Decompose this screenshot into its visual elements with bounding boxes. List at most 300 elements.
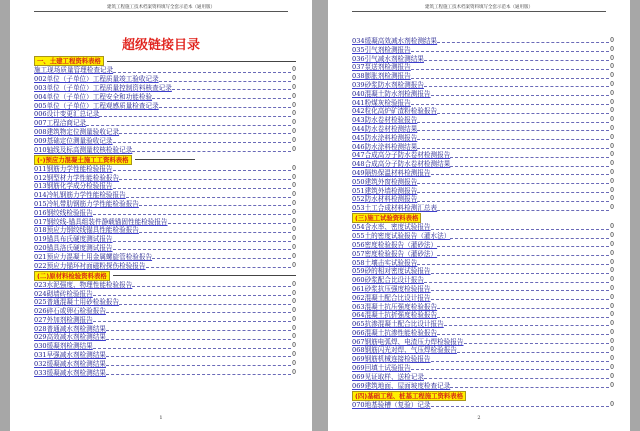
toc-entry-link[interactable]: 057密度检验报告（灌砂法）: [352, 249, 438, 258]
dot-leader: [139, 204, 291, 206]
toc-entry-link[interactable]: 015冷轧带肋钢筋力学性能检验报告: [34, 199, 139, 208]
toc-entry[interactable]: [34, 369, 296, 378]
dot-leader: [172, 88, 291, 90]
toc-list: [352, 37, 614, 410]
dot-leader: [431, 272, 610, 274]
dot-leader: [411, 68, 609, 70]
toc-entry-link[interactable]: 014冷轧钢筋力学性能检验报告: [34, 191, 126, 200]
dot-leader: [431, 298, 610, 300]
section-label: 一、土建工程资料表格: [34, 56, 104, 66]
toc-entry[interactable]: [352, 303, 614, 312]
toc-entry[interactable]: [352, 346, 614, 355]
dot-leader: [106, 373, 291, 375]
dot-leader: [119, 303, 291, 305]
dot-leader: [417, 121, 609, 123]
dot-leader: [106, 311, 291, 313]
toc-entry[interactable]: [352, 46, 614, 55]
toc-entry[interactable]: [352, 294, 614, 303]
dot-leader: [113, 248, 292, 250]
toc-section-heading: [352, 390, 614, 400]
toc-section-heading: [34, 154, 296, 164]
toc-entry[interactable]: [34, 253, 296, 262]
toc-page-number: 0: [610, 302, 614, 310]
document-page-2: [328, 0, 630, 431]
toc-entry[interactable]: [352, 134, 614, 143]
toc-entry-link[interactable]: 010轴线及标高测量校核检验记录: [34, 145, 133, 154]
toc-entry-link[interactable]: 018预应力钢绞线锚具性能检验报告: [34, 226, 139, 235]
toc-page-number: 0: [292, 351, 296, 359]
section-rule: [113, 275, 296, 276]
dot-leader: [431, 360, 610, 362]
toc-entry[interactable]: [352, 107, 614, 116]
toc-entry[interactable]: [352, 178, 614, 187]
toc-entry-link[interactable]: 017钢绞线-锚具组装件静载锚固性能检验报告: [34, 217, 168, 226]
toc-entry[interactable]: [352, 241, 614, 250]
toc-entry-link[interactable]: 038膨胀剂检测报告: [352, 72, 411, 81]
toc-entry-link[interactable]: 056密度检验报告（灌砂法）: [352, 240, 438, 249]
toc-entry-link[interactable]: 053土工合成材料检测汇总表: [352, 204, 438, 213]
dot-leader: [431, 173, 610, 175]
toc-entry-link[interactable]: 069建筑地面、屋面坡度检查记录: [352, 381, 451, 390]
toc-page-number: 0: [610, 45, 614, 53]
dot-leader: [93, 213, 291, 215]
toc-page-number: 0: [292, 83, 296, 91]
toc-entry-link[interactable]: 施工现场质量管理检查记录: [34, 66, 114, 75]
toc-page-number: 0: [610, 258, 614, 266]
toc-entry[interactable]: [352, 382, 614, 391]
toc-page-number: 0: [610, 63, 614, 71]
dot-leader: [464, 342, 610, 344]
toc-entry[interactable]: [34, 244, 296, 253]
toc-page-number: 0: [292, 307, 296, 315]
toc-entry[interactable]: [352, 355, 614, 364]
toc-entry-link[interactable]: 058土壤击实试验报告: [352, 258, 418, 267]
toc-entry[interactable]: [34, 218, 296, 227]
toc-page-number: 0: [292, 119, 296, 127]
toc-entry[interactable]: [34, 137, 296, 146]
toc-page-number: 0: [610, 37, 614, 44]
dot-leader: [132, 285, 291, 287]
toc-entry-link[interactable]: 069见证取样、送检记录: [352, 372, 424, 381]
toc-page-number: 0: [610, 400, 614, 408]
dot-leader: [417, 191, 609, 193]
toc-entry[interactable]: [352, 285, 614, 294]
toc-page-number: 0: [292, 315, 296, 323]
toc-entry[interactable]: [352, 364, 614, 373]
toc-entry-link[interactable]: 004单位（子单位）工程安全和功能检验: [34, 92, 153, 101]
toc-entry[interactable]: [352, 125, 614, 134]
toc-entry[interactable]: [352, 160, 614, 169]
toc-entry-link[interactable]: 061砂浆抗压强度检验报告: [352, 284, 431, 293]
toc-entry-link[interactable]: 051建筑外墙检测报告: [352, 186, 418, 195]
dot-leader: [106, 355, 291, 357]
dot-leader: [126, 196, 291, 198]
toc-entry[interactable]: [34, 360, 296, 369]
toc-entry[interactable]: [34, 110, 296, 119]
toc-entry-link[interactable]: 012钢型材力学性能检验报告: [34, 173, 120, 182]
toc-entry-link[interactable]: 030缓凝剂检测结果: [34, 342, 93, 351]
toc-entry[interactable]: [34, 290, 296, 299]
toc-entry-link[interactable]: 028普通减水剂检测结果: [34, 324, 106, 333]
section-rule: [107, 61, 296, 62]
toc-entry[interactable]: [352, 320, 614, 329]
toc-entry-link[interactable]: 065抗渗混凝土配合比设计报告: [352, 320, 444, 329]
dot-leader: [417, 200, 609, 202]
toc-entry[interactable]: [34, 307, 296, 316]
toc-entry[interactable]: [352, 187, 614, 196]
toc-page-number: 0: [610, 151, 614, 159]
toc-entry-link[interactable]: 048合成高分子防水卷材检测结果: [352, 160, 451, 169]
toc-entry[interactable]: [352, 267, 614, 276]
toc-section-heading: [34, 270, 296, 280]
dot-leader: [424, 377, 609, 379]
toc-entry-link[interactable]: 027外加剂检测报告: [34, 315, 93, 324]
toc-entry[interactable]: [352, 329, 614, 338]
toc-entry-link[interactable]: 039砂浆防水剂检测报告: [352, 80, 424, 89]
dot-leader: [113, 187, 292, 189]
toc-entry[interactable]: [34, 84, 296, 93]
toc-entry-link[interactable]: 007工程洽商记录: [34, 119, 87, 128]
toc-page-number: 0: [292, 101, 296, 109]
toc-entry[interactable]: [352, 37, 614, 46]
toc-page-number: 0: [292, 110, 296, 118]
toc-entry-link[interactable]: 022预应力锚环衬面磁粉探伤检验报告: [34, 261, 146, 270]
toc-list: [34, 56, 296, 377]
toc-page-number: 0: [292, 280, 296, 288]
toc-page-number: 0: [610, 116, 614, 124]
toc-entry[interactable]: [34, 182, 296, 191]
dot-leader: [119, 178, 291, 180]
toc-entry-link[interactable]: 021预应力混凝土用金属螺旋管检验报告: [34, 252, 153, 261]
toc-entry-link[interactable]: 040混凝土防水剂检测报告: [352, 89, 431, 98]
toc-entry-link[interactable]: 024砌墙砖检验报告: [34, 289, 93, 298]
toc-entry[interactable]: [34, 342, 296, 351]
dot-leader: [431, 228, 610, 230]
toc-entry-link[interactable]: 020锚具洛氏硬度测试报告: [34, 243, 113, 252]
dot-leader: [437, 209, 609, 211]
toc-entry-link[interactable]: 036引气减水剂检测结果: [352, 54, 424, 63]
section-label: (三)施工试验资料表格: [352, 213, 421, 223]
toc-entry[interactable]: [352, 55, 614, 64]
toc-entry-link[interactable]: 003单位（子单位）工程质量控制资料核查记录: [34, 83, 172, 92]
toc-page-number: 0: [292, 182, 296, 190]
toc-page-number: 0: [610, 223, 614, 231]
dot-leader: [86, 124, 291, 126]
toc-page-number: 0: [610, 240, 614, 248]
toc-page-number: 0: [610, 267, 614, 275]
toc-entry-link[interactable]: 031早强减水剂检测结果: [34, 351, 106, 360]
dot-leader: [450, 156, 609, 158]
toc-page-number: 0: [610, 232, 614, 240]
toc-entry-link[interactable]: 019锚具布氏硬度测试报告: [34, 235, 113, 244]
toc-entry[interactable]: [34, 281, 296, 290]
toc-entry[interactable]: [34, 165, 296, 174]
toc-page-number: 0: [292, 66, 296, 74]
toc-page-number: 0: [292, 136, 296, 144]
toc-page-number: 0: [610, 107, 614, 115]
toc-entry-link[interactable]: 069回填土试验报告: [352, 364, 411, 373]
toc-entry-link[interactable]: 059砂的相对密度试验报告: [352, 267, 431, 276]
toc-entry-link[interactable]: 005单位（子单位）工程观感质量检查记录: [34, 101, 159, 110]
toc-entry-link[interactable]: 009基础定位测量验收记录: [34, 136, 113, 145]
toc-entry[interactable]: [352, 72, 614, 81]
toc-entry-link[interactable]: 041粉煤灰检验报告: [352, 98, 411, 107]
toc-entry-link[interactable]: 046防水涂料检测结果: [352, 142, 418, 151]
toc-entry[interactable]: [352, 232, 614, 241]
dot-leader: [99, 115, 291, 117]
toc-page-number: 0: [610, 284, 614, 292]
toc-page-number: 0: [610, 160, 614, 168]
dot-leader: [119, 132, 291, 134]
toc-page-number: 0: [292, 342, 296, 350]
toc-entry-link[interactable]: 070地基验槽（复验）记录: [352, 400, 431, 409]
toc-entry[interactable]: [352, 223, 614, 232]
toc-entry-link[interactable]: 023水泥强度、物理性能检验报告: [34, 280, 133, 289]
toc-entry-link[interactable]: 026碎石或卵石检验报告: [34, 307, 106, 316]
toc-entry[interactable]: [352, 401, 614, 410]
toc-entry[interactable]: [34, 75, 296, 84]
header-divider: [34, 11, 288, 12]
dot-leader: [437, 316, 609, 318]
toc-entry[interactable]: [352, 151, 614, 160]
toc-page-number: 0: [292, 173, 296, 181]
toc-page-number: 0: [610, 133, 614, 141]
toc-entry-link[interactable]: 060砂浆配合比设计报告: [352, 276, 424, 285]
toc-page-number: 0: [292, 145, 296, 153]
toc-page-number: 0: [610, 195, 614, 203]
dot-leader: [106, 364, 291, 366]
dot-leader: [437, 254, 609, 256]
toc-entry[interactable]: [34, 146, 296, 155]
toc-entry[interactable]: [352, 373, 614, 382]
toc-page-number: 0: [292, 368, 296, 376]
toc-entry-link[interactable]: 062混凝土配合比设计报告: [352, 293, 431, 302]
toc-page-number: 0: [610, 337, 614, 345]
toc-page-number: 0: [292, 235, 296, 243]
toc-entry-link[interactable]: 064混凝土抗折强度检验报告: [352, 311, 438, 320]
toc-entry[interactable]: [34, 333, 296, 342]
toc-page-number: 0: [610, 276, 614, 284]
toc-section-heading: [352, 213, 614, 223]
toc-entry-link[interactable]: 025普通混凝土用砂检验报告: [34, 298, 120, 307]
toc-page-number: 0: [292, 92, 296, 100]
dot-leader: [431, 94, 610, 96]
toc-page-number: 0: [292, 127, 296, 135]
dot-leader: [132, 150, 291, 152]
toc-page-number: 0: [610, 364, 614, 372]
dot-leader: [411, 77, 609, 79]
dot-leader: [411, 103, 609, 105]
toc-page-number: 0: [292, 75, 296, 83]
dot-leader: [113, 71, 291, 73]
dot-leader: [437, 307, 609, 309]
page-number: 1: [159, 415, 163, 421]
toc-page-number: 0: [610, 293, 614, 301]
dot-leader: [106, 329, 291, 331]
toc-entry[interactable]: [352, 81, 614, 90]
dot-leader: [424, 59, 609, 61]
toc-entry-link[interactable]: 034缓凝高效减水剂检测结果: [352, 37, 438, 45]
toc-entry-link[interactable]: 016钢绞线检验报告: [34, 208, 93, 217]
toc-entry-link[interactable]: 029高效减水剂检测结果: [34, 333, 106, 342]
toc-page-number: 0: [292, 191, 296, 199]
toc-entry-link[interactable]: 050建筑外窗检测报告: [352, 177, 418, 186]
dot-leader: [424, 281, 609, 283]
dot-leader: [417, 129, 609, 131]
toc-entry[interactable]: [34, 325, 296, 334]
toc-page-number: 0: [610, 54, 614, 62]
dot-leader: [450, 237, 609, 239]
dot-leader: [417, 182, 609, 184]
section-label: (四)基础工程、桩基工程施工资料表格: [352, 391, 466, 401]
toc-entry-link[interactable]: 063混凝土抗压强度检验报告: [352, 302, 438, 311]
dot-leader: [113, 141, 292, 143]
toc-page-number: 0: [292, 208, 296, 216]
toc-page-number: 0: [610, 355, 614, 363]
toc-entry[interactable]: [34, 200, 296, 209]
toc-entry-link[interactable]: 067钢筋电弧焊、电渣压力焊检验报告: [352, 337, 464, 346]
dot-leader: [159, 106, 291, 108]
dot-leader: [113, 169, 292, 171]
toc-entry[interactable]: [352, 311, 614, 320]
toc-entry[interactable]: [352, 338, 614, 347]
toc-entry[interactable]: [352, 90, 614, 99]
toc-entry[interactable]: [34, 235, 296, 244]
toc-entry[interactable]: [352, 143, 614, 152]
toc-page-number: 0: [292, 324, 296, 332]
toc-entry-link[interactable]: 037泵送剂检测报告: [352, 63, 411, 72]
dot-leader: [417, 263, 609, 265]
dot-leader: [93, 347, 291, 349]
toc-entry[interactable]: [352, 195, 614, 204]
toc-page-number: 0: [292, 226, 296, 234]
header-divider: [352, 11, 606, 12]
dot-leader: [450, 165, 609, 167]
toc-page-number: 0: [610, 186, 614, 194]
toc-entry[interactable]: [34, 174, 296, 183]
toc-page-number: 0: [610, 124, 614, 132]
toc-entry-link[interactable]: 043防水卷材检验报告: [352, 116, 418, 125]
toc-page-number: 0: [610, 311, 614, 319]
toc-section-heading: [34, 56, 296, 66]
dot-leader: [139, 231, 291, 233]
toc-entry-link[interactable]: 052防水材料检测报告: [352, 195, 418, 204]
toc-entry[interactable]: [34, 351, 296, 360]
toc-entry[interactable]: [352, 276, 614, 285]
toc-entry[interactable]: [34, 66, 296, 75]
toc-entry-link[interactable]: 069钢筋机械连接检验报告: [352, 355, 431, 364]
dot-leader: [437, 245, 609, 247]
toc-entry[interactable]: [352, 99, 614, 108]
toc-entry[interactable]: [34, 119, 296, 128]
page-number: 2: [477, 415, 481, 421]
toc-entry[interactable]: [34, 128, 296, 137]
toc-entry-link[interactable]: 042粒化高炉矿渣粉检验报告: [352, 107, 438, 116]
toc-page-number: 0: [610, 204, 614, 212]
dot-leader: [417, 138, 609, 140]
dot-leader: [457, 351, 609, 353]
toc-entry-link[interactable]: 045防水涂料检测报告: [352, 133, 418, 142]
toc-page-number: 0: [292, 298, 296, 306]
toc-entry[interactable]: [352, 204, 614, 213]
dot-leader: [106, 338, 291, 340]
toc-page-number: 0: [610, 168, 614, 176]
toc-page-number: 0: [292, 252, 296, 260]
toc-page-number: 0: [610, 372, 614, 380]
toc-entry[interactable]: [34, 226, 296, 235]
toc-entry[interactable]: [352, 259, 614, 268]
toc-entry-link[interactable]: 055土的密度试验报告（灌水法）: [352, 232, 451, 241]
toc-entry[interactable]: [352, 250, 614, 259]
dot-leader: [444, 324, 609, 326]
toc-entry-link[interactable]: 066混凝土抗渗性能检验报告: [352, 328, 438, 337]
dot-leader: [411, 368, 609, 370]
toc-entry-link[interactable]: 006设计变更汇总记录: [34, 110, 100, 119]
toc-page-number: 0: [610, 89, 614, 97]
toc-entry[interactable]: [352, 169, 614, 178]
toc-page-number: 0: [292, 261, 296, 269]
toc-entry-link[interactable]: 054含水率、密度试验报告: [352, 223, 431, 232]
toc-entry-link[interactable]: 011钢筋力学性能检验报告: [34, 164, 113, 173]
toc-entry[interactable]: [352, 63, 614, 72]
toc-page-number: 0: [292, 333, 296, 341]
toc-entry-link[interactable]: 032缓凝减水剂检测结果: [34, 359, 106, 368]
toc-entry[interactable]: [34, 102, 296, 111]
toc-entry-link[interactable]: 033缓凝减水剂检测结果: [34, 368, 106, 377]
page-title: 超级链接目录: [121, 38, 200, 53]
dot-leader: [450, 386, 609, 388]
toc-entry-link[interactable]: 044防水卷材检测结果: [352, 124, 418, 133]
dot-leader: [417, 147, 609, 149]
toc-entry-link[interactable]: 013钢筋化学成分检验报告: [34, 182, 113, 191]
toc-page-number: 0: [292, 289, 296, 297]
toc-entry-link[interactable]: 035引气剂检测报告: [352, 45, 411, 54]
dot-leader: [437, 333, 609, 335]
toc-page-number: 0: [610, 72, 614, 80]
toc-entry[interactable]: [34, 93, 296, 102]
toc-entry-link[interactable]: 002单位（子单位）工程质量竣工验收记录: [34, 75, 159, 84]
toc-page-number: 0: [292, 243, 296, 251]
toc-entry-link[interactable]: 047合成高分子防水卷材检测报告: [352, 151, 451, 160]
dot-leader: [146, 266, 292, 268]
toc-page-number: 0: [610, 320, 614, 328]
toc-page-number: 0: [610, 80, 614, 88]
toc-entry[interactable]: [34, 191, 296, 200]
page-header: 建筑工程施工技术档案资料填写全套示范本（通用版）: [107, 5, 215, 10]
toc-entry[interactable]: [352, 116, 614, 125]
toc-page-number: 0: [610, 381, 614, 389]
dot-leader: [93, 320, 291, 322]
toc-page-number: 0: [610, 142, 614, 150]
toc-entry-link[interactable]: 068钢筋闪光对焊、气压焊检验报告: [352, 346, 457, 355]
dot-leader: [168, 222, 292, 224]
toc-entry-link[interactable]: 049隔热保温材料检测报告: [352, 168, 431, 177]
toc-entry[interactable]: [34, 298, 296, 307]
section-label: (二)原材料检验资料表格: [34, 271, 110, 281]
toc-entry[interactable]: [34, 209, 296, 218]
toc-page-number: 0: [610, 328, 614, 336]
toc-entry[interactable]: [34, 262, 296, 271]
toc-page-number: 0: [292, 164, 296, 172]
toc-entry-link[interactable]: 008建筑物定位测量验收记录: [34, 127, 120, 136]
dot-leader: [431, 405, 610, 407]
toc-entry[interactable]: [34, 316, 296, 325]
toc-page-number: 0: [610, 98, 614, 106]
dot-leader: [431, 289, 610, 291]
toc-page-number: 0: [610, 249, 614, 257]
dot-leader: [411, 50, 609, 52]
toc-page-number: 0: [610, 346, 614, 354]
